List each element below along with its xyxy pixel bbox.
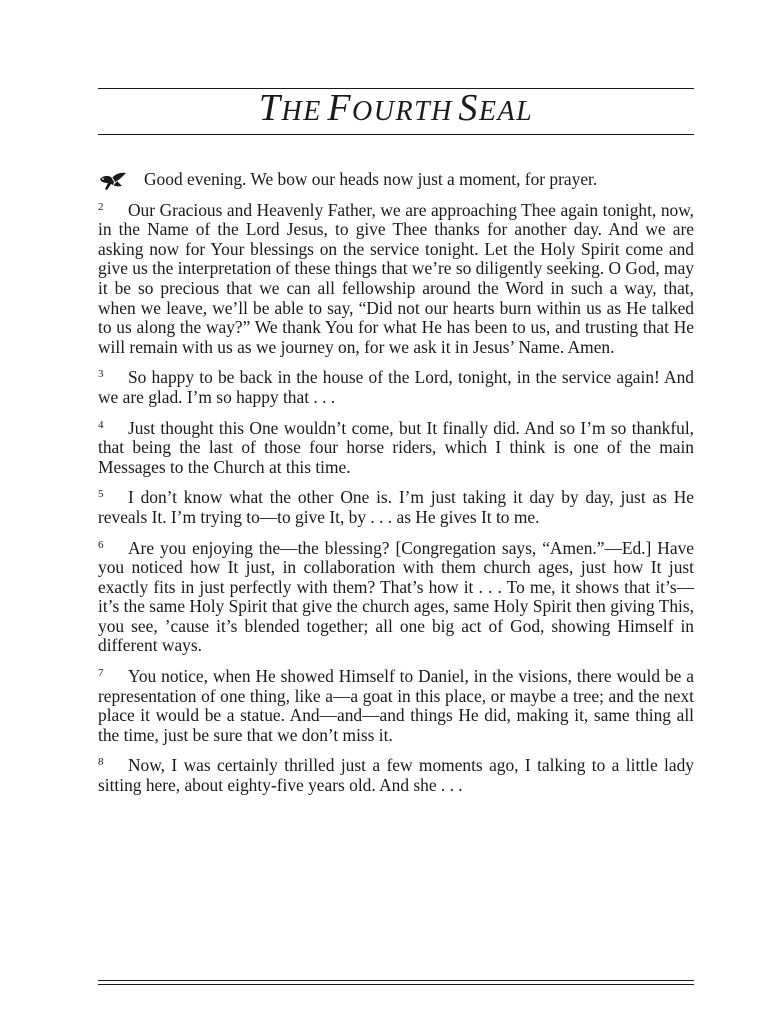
page: [98, 0, 694, 1024]
paragraph-text: You notice, when He showed Himself to Daniel, in the visions, there would be a representation of one thing, like a—a goat in this place, or maybe a tree; and the next place it would be a statue. And—and—and things He did, making it, same thing all the time, just be sure that we don’t miss it.: [98, 666, 694, 745]
paragraph-6: [98, 536, 694, 657]
page-title: THE FOURTH SEAL: [258, 87, 534, 129]
footer-rule-top: [98, 980, 694, 981]
paragraph-number: 4: [98, 418, 104, 431]
paragraph-number: 5: [98, 488, 104, 501]
paragraph-number: 6: [98, 538, 104, 551]
paragraph-8: [98, 753, 694, 795]
paragraph-2: [98, 198, 694, 358]
paragraph-7: [98, 664, 694, 745]
paragraph-text: Just thought this One wouldn’t come, but It finally did. And so I’m so thankful, that being the last of those four horse riders, which I think is one of the main Messages to the Church at this time.: [98, 417, 694, 477]
paragraph-number: 2: [98, 200, 104, 213]
paragraph-text: Good evening. We bow our heads now just a moment, for prayer.: [144, 169, 598, 189]
footer-rule-bottom: [98, 984, 694, 985]
paragraph-text: So happy to be back in the house of the Lord, tonight, in the service again! And we are glad. I’m so happy that . . .: [98, 367, 694, 407]
paragraph-4: [98, 416, 694, 478]
paragraph-text: Are you enjoying the—the blessing? [Congregation says, “Amen.”—Ed.] Have you noticed how It just, in collaboration with them church ages, just how It just exactly fits in just perfectly with them? That’s how it . . . To me, it shows that it’s—it’s the same Holy Spirit that give the church ages, same Holy Spirit then giving This, you see, ’cause it’s blended together; all one big act of God, showing Himself in different ways.: [98, 537, 694, 656]
title-bottom-rule: [98, 134, 694, 135]
paragraph-1: [98, 170, 694, 190]
paragraph-text: Our Gracious and Heavenly Father, we are approaching Thee again tonight, now, in the Name of the Lord Jesus, to give Thee thanks for another day. And we are asking now for Your blessings on the service tonight. Let the Holy Spirit come and give us the interpretation of these things that we’re so diligently seeking. O God, may it be so precious that we can all fellowship around the Word in such a way, that, when we leave, we’ll be able to say, “Did not our hearts burn within us as He talked to us along the way?” We thank You for what He has been to us, and trusting that He will remain with us as we journey on, for we ask it in Jesus’ Name. Amen.: [98, 199, 694, 357]
paragraph-number: 7: [98, 667, 104, 680]
paragraph-5: [98, 485, 694, 527]
paragraph-text: Now, I was certainly thrilled just a few moments ago, I talking to a little lady sitting here, about eighty-five years old. And she . . .: [98, 755, 694, 796]
sermon-text: [98, 170, 694, 804]
dove-icon: [98, 170, 128, 196]
paragraph-text: I don’t know what the other One is. I’m just taking it day by day, just as He reveals It. I’m trying to—to give It, by . . . as He gives It to me.: [98, 487, 694, 527]
paragraph-number: 3: [98, 368, 104, 381]
paragraph-number: 8: [98, 756, 104, 769]
paragraph-3: [98, 365, 694, 407]
